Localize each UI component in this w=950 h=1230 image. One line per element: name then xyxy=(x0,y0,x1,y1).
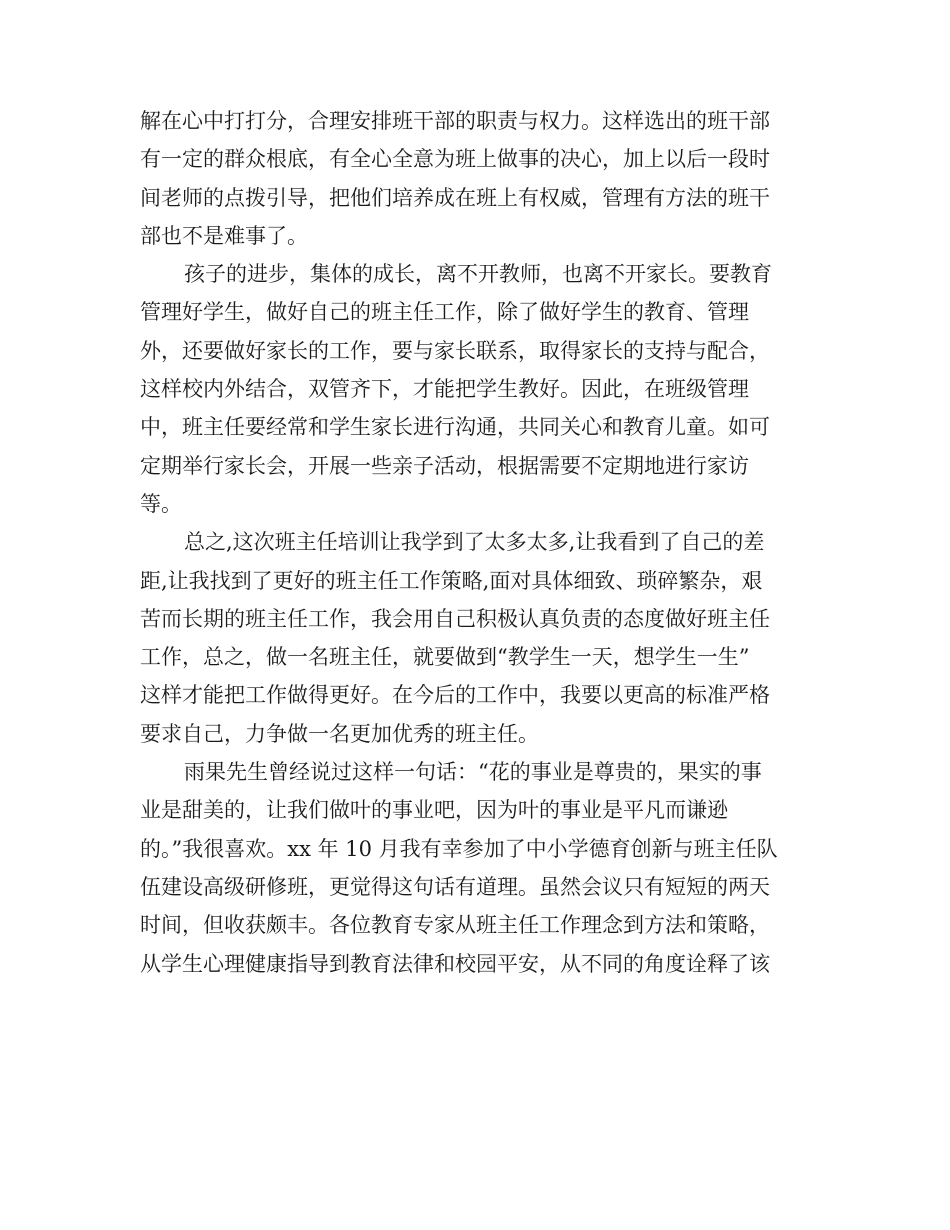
paragraph-start-line: 孩子的进步，集体的成长，离不开教师，也离不开家长。要教育 xyxy=(184,262,772,287)
text-line: 中，班主任要经常和学生家长进行沟通，共同关心和教育儿童。如可 xyxy=(140,415,770,440)
text-line: 定期举行家长会，开展一些亲子活动，根据需要不定期地进行家访 xyxy=(140,453,749,478)
text-line: 业是甜美的，让我们做叶的事业吧，因为叶的事业是平凡而谦逊 xyxy=(140,798,728,823)
text-line: 距,让我找到了更好的班主任工作策略,面对具体细致、琐碎繁杂，艰 xyxy=(140,568,763,593)
paragraph-start-line: 总之,这次班主任培训让我学到了太多太多,让我看到了自己的差 xyxy=(184,530,765,555)
text-line: 管理好学生，做好自己的班主任工作，除了做好学生的教育、管理 xyxy=(140,300,749,325)
text-line: 外，还要做好家长的工作，要与家长联系，取得家长的支持与配合， xyxy=(140,338,770,363)
text-line: 解在心中打打分，合理安排班干部的职责与权力。这样选出的班干部 xyxy=(140,109,770,133)
text-line: 伍建设高级研修班，更觉得这句话有道理。虽然会议只有短短的两天 xyxy=(140,874,770,899)
text-line: 工作，总之，做一名班主任，就要做到“教学生一天，想学生一生” xyxy=(140,645,750,670)
text-line: 的。”我很喜欢。xx 年 10 月我有幸参加了中小学德育创新与班主任队 xyxy=(140,836,778,861)
document-body xyxy=(140,102,820,983)
text-line: 这样校内外结合，双管齐下，才能把学生教好。因此，在班级管理 xyxy=(140,377,749,402)
text-line: 有一定的群众根底，有全心全意为班上做事的决心，加上以后一段时 xyxy=(140,147,770,172)
text-line: 时间，但收获颇丰。各位教育专家从班主任工作理念到方法和策略， xyxy=(140,913,770,938)
paragraph-start-line: 雨果先生曾经说过这样一句话：“花的事业是尊贵的，果实的事 xyxy=(184,760,762,785)
text-line: 等。 xyxy=(140,491,182,516)
text-line: 苦而长期的班主任工作，我会用自己积极认真负责的态度做好班主任 xyxy=(140,606,770,631)
text-line: 要求自己，力争做一名更加优秀的班主任。 xyxy=(140,721,539,746)
text-line: 这样才能把工作做得更好。在今后的工作中，我要以更高的标准严格 xyxy=(140,683,770,708)
text-line: 部也不是难事了。 xyxy=(140,223,308,248)
text-line: 从学生心理健康指导到教育法律和校园平安，从不同的角度诠释了该 xyxy=(140,951,770,976)
text-line: 间老师的点拨引导，把他们培养成在班上有权威，管理有方法的班干 xyxy=(140,185,770,210)
